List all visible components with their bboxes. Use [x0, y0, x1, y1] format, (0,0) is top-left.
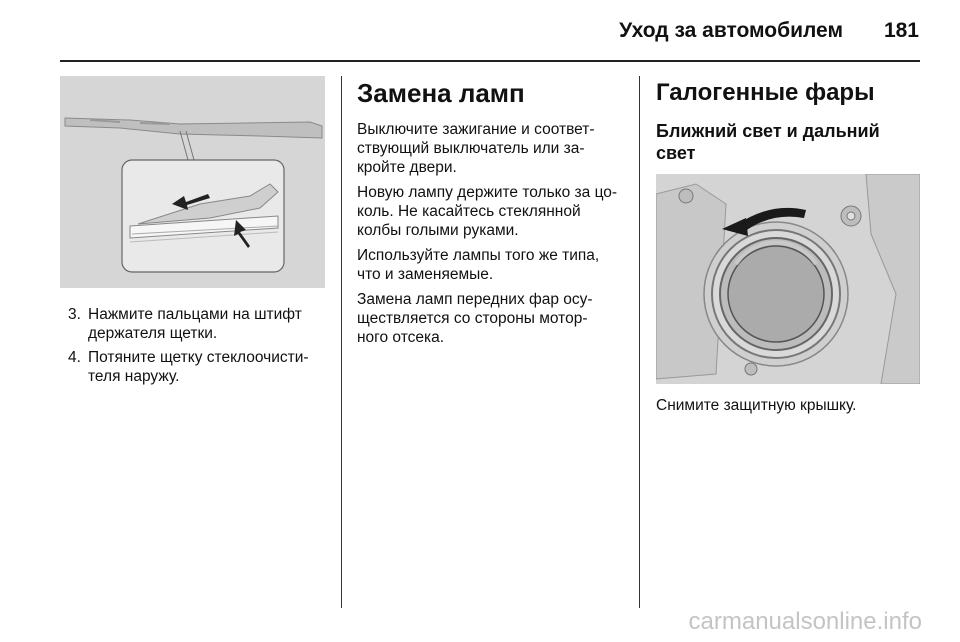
paragraph: Новую лампу держите только за цо- коль. Не касайтесь стеклянной колбы голыми руками.: [357, 184, 618, 239]
watermark: carmanualsonline.info: [688, 608, 922, 635]
page-number: 181: [883, 19, 919, 42]
section-heading: Замена ламп: [357, 78, 525, 108]
wiper-blade-illustration: [60, 76, 325, 288]
figure-caption: Снимите защитную крышку.: [656, 397, 857, 414]
step-text: Нажмите пальцами на штифт держателя щетки.: [88, 306, 302, 342]
headlamp-cover-illustration: [656, 174, 920, 384]
column-left: [60, 76, 325, 391]
list-item: [60, 305, 325, 343]
header-rule: [60, 60, 920, 62]
column-divider-2: [639, 76, 640, 608]
column-right: [656, 76, 921, 415]
page-section-title: Уход за автомобилем: [619, 19, 843, 42]
paragraph: Используйте лампы того же типа, что и заменяемые.: [357, 247, 600, 283]
subsection-heading: Ближний свет и дальний свет: [656, 121, 880, 163]
steps-list: [60, 305, 325, 386]
paragraph: Выключите зажигание и соответ- ствующий выключатель или за- кройте двери.: [357, 121, 595, 176]
step-number: 4.: [68, 349, 81, 366]
column-middle: [357, 76, 627, 353]
section-heading: Галогенные фары: [656, 79, 875, 106]
step-number: 3.: [68, 306, 81, 323]
paragraph: Замена ламп передних фар осу- ществляется со стороны мотор- ного отсека.: [357, 291, 593, 346]
step-text: Потяните щетку стеклоочисти- теля наружу.: [88, 349, 309, 385]
list-item: [60, 348, 325, 386]
column-divider-1: [341, 76, 342, 608]
